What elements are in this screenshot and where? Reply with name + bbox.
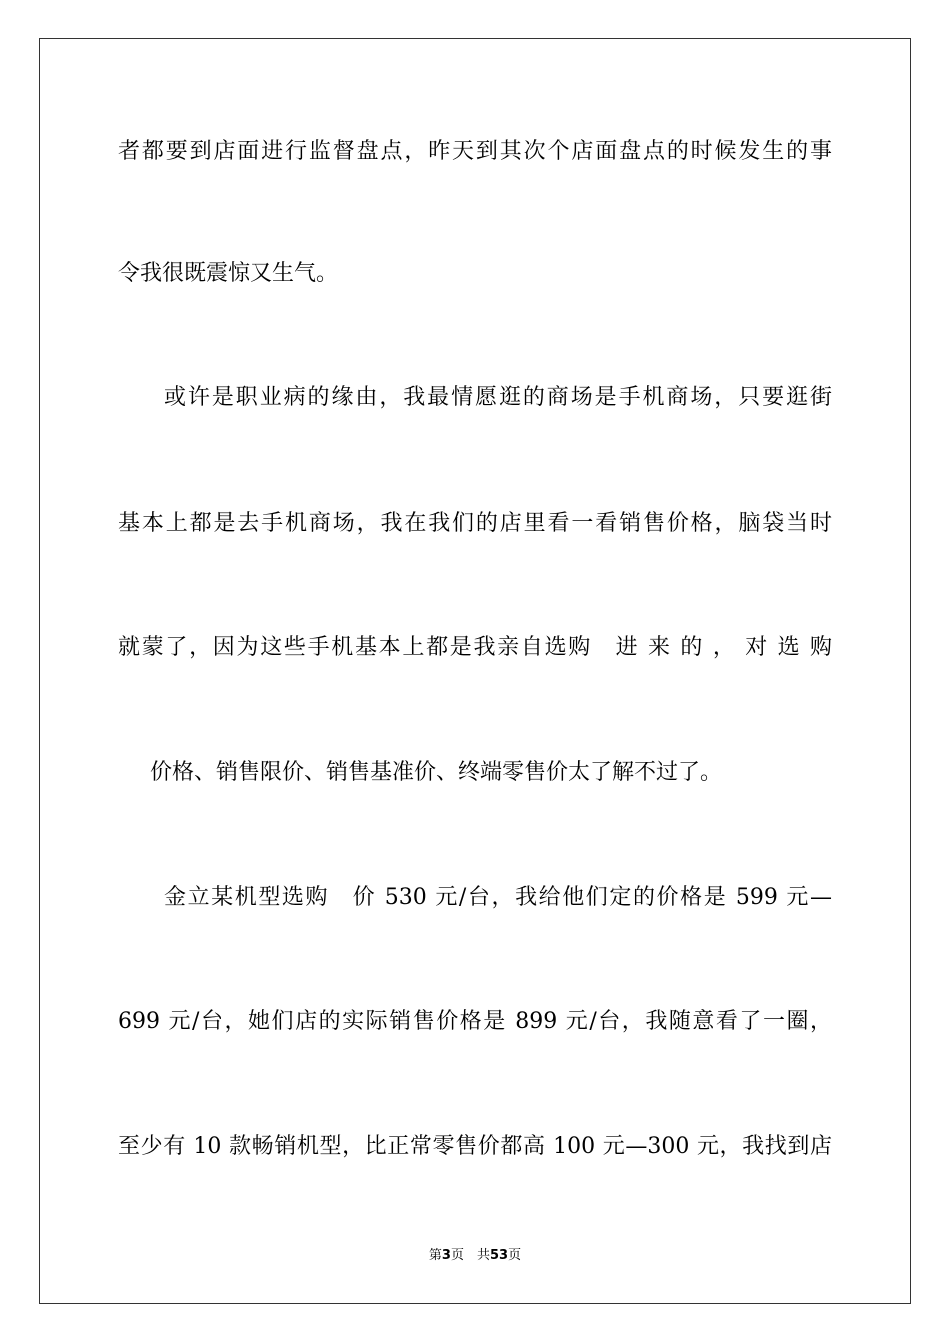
footer-page-suffix: 页: [508, 1248, 522, 1263]
text-line-3: 或许是职业病的缘由，我最情愿逛的商场是手机商场，只要逛街: [164, 385, 832, 410]
text-line-6: 价格、销售限价、销售基准价、终端零售价太了解不过了。: [150, 760, 723, 785]
footer-page-current: 3: [441, 1248, 451, 1263]
text-line-4: 基本上都是去手机商场，我在我们的店里看一看销售价格，脑袋当时: [118, 511, 832, 536]
text-line-5: 就蒙了，因为这些手机基本上都是我亲自选购 进 来 的 ， 对 选 购: [118, 635, 832, 660]
text-line-7: 金立某机型选购 价 530 元/台，我给他们定的价格是 599 元—: [164, 885, 832, 910]
page-footer: [0, 1247, 950, 1265]
text-line-1: 者都要到店面进行监督盘点，昨天到其次个店面盘点的时候发生的事: [118, 139, 832, 164]
footer-page-total: 53: [489, 1248, 509, 1263]
page-border: [39, 38, 911, 1304]
footer-page-prefix: 第: [428, 1248, 442, 1263]
text-line-9: 至少有 10 款畅销机型，比正常零售价都高 100 元—300 元，我找到店: [118, 1134, 832, 1159]
text-line-8: 699 元/台，她们店的实际销售价格是 899 元/台，我随意看了一圈，: [118, 1009, 832, 1034]
footer-page-mid: 页 共: [450, 1248, 490, 1263]
text-line-2: 令我很既震惊又生气。: [118, 261, 339, 286]
